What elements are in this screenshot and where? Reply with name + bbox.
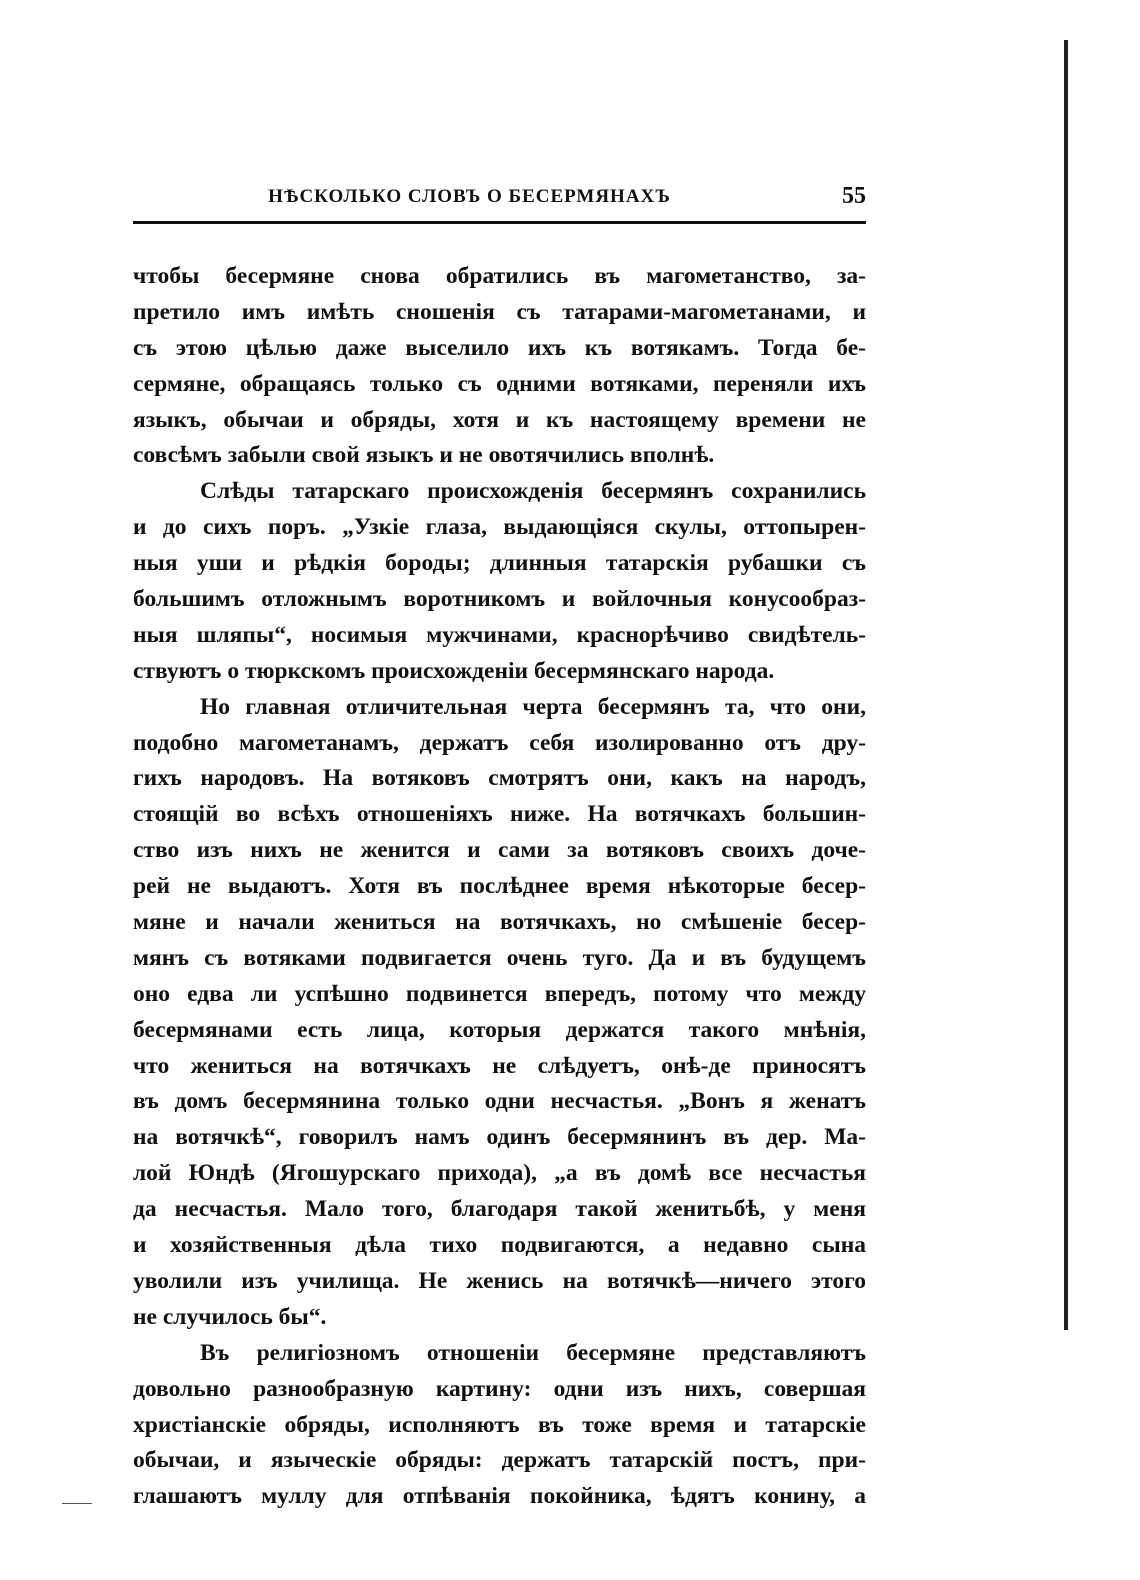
text-line: уволили изъ училища. Не женись на вотячкѣ—ничего этого [133, 1267, 866, 1294]
text-line: христіанскіе обряды, исполняютъ въ тоже время и татарскіе [133, 1411, 866, 1438]
running-title: НѢСКОЛЬКО СЛОВЪ О БЕСЕРМЯНАХЪ [268, 186, 671, 207]
text-line: ствуютъ о тюркскомъ происхожденіи бесермянскаго народа. [133, 657, 775, 684]
text-line: Слѣды татарскаго происхожденія бесермянъ сохранились [200, 478, 866, 505]
text-line: довольно разнообразную картину: одни изъ нихъ, совершая [133, 1375, 866, 1402]
text-line: совсѣмъ забыли свой языкъ и не овотячились вполнѣ. [133, 442, 715, 469]
text-line: ство изъ нихъ не женится и сами за вотяковъ своихъ доче- [133, 837, 866, 864]
text-line: ныя шляпы“, носимыя мужчинами, краснорѣчиво свидѣтель- [133, 621, 866, 648]
text-line: подобно магометанамъ, держатъ себя изолированно отъ дру- [133, 729, 866, 756]
text-line: мяне и начали жениться на вотячкахъ, но смѣшеніе бесер- [133, 909, 866, 936]
text-line: чтобы бесермяне снова обратились въ магометанство, за- [133, 263, 866, 289]
text-line: въ домъ бесермянина только одни несчастья. „Вонъ я женатъ [133, 1088, 866, 1115]
text-line: обычаи, и языческіе обряды: держатъ татарскій постъ, при- [133, 1447, 866, 1474]
text-line: да несчастья. Мало того, благодаря такой женитьбѣ, у меня [133, 1196, 866, 1223]
header-rule [133, 221, 866, 224]
text-line: рей не выдаютъ. Хотя въ послѣднее время нѣкоторые бесер- [133, 873, 866, 900]
scan-mark [62, 1503, 92, 1504]
text-line: на вотячкѣ“, говорилъ намъ одинъ бесермянинъ въ дер. Ма- [133, 1124, 866, 1151]
text-line: не случилось бы“. [133, 1303, 327, 1330]
text-line: большимъ отложнымъ воротникомъ и войлочныя конусообраз- [133, 586, 866, 613]
page-number: 55 [842, 183, 866, 209]
text-line: съ этою цѣлью даже выселило ихъ къ вотякамъ. Тогда бе- [133, 334, 866, 361]
page-edge-shadow [1064, 40, 1068, 1330]
text-line: мянъ съ вотяками подвигается очень туго. Да и въ будущемъ [133, 944, 866, 971]
body-text [133, 259, 866, 1515]
page-header [133, 183, 866, 216]
text-line: оно едва ли успѣшно подвинется впередъ, потому что между [133, 980, 866, 1007]
text-line: ныя уши и рѣдкія бороды; длинныя татарскія рубашки съ [133, 550, 866, 577]
text-line: гихъ народовъ. На вотяковъ смотрятъ они, какъ на народъ, [133, 765, 866, 792]
text-line: глашаютъ муллу для отпѣванія покойника, ѣдятъ конину, а [133, 1483, 866, 1510]
text-line: лой Юндѣ (Ягошурскаго прихода), „а въ домѣ все несчастья [133, 1160, 866, 1187]
text-line: и до сихъ поръ. „Узкіе глаза, выдающіяся скулы, оттопырен- [133, 514, 866, 541]
text-line: что жениться на вотячкахъ не слѣдуетъ, онѣ-де приносятъ [133, 1052, 866, 1079]
text-line: языкъ, обычаи и обряды, хотя и къ настоящему времени не [133, 406, 866, 433]
text-line: Въ религіозномъ отношеніи бесермяне представляютъ [200, 1339, 866, 1366]
text-line: сермяне, обращаясь только съ одними вотяками, переняли ихъ [133, 370, 866, 397]
text-line: стоящій во всѣхъ отношеніяхъ ниже. На вотячкахъ большин- [133, 801, 866, 828]
text-line: претило имъ имѣть сношенія съ татарами-магометанами, и [133, 298, 866, 325]
text-line: бесермянами есть лица, которыя держатся такого мнѣнія, [133, 1016, 866, 1043]
text-line: Но главная отличительная черта бесермянъ та, что они, [200, 693, 866, 720]
text-line: и хозяйственныя дѣла тихо подвигаются, а недавно сына [133, 1232, 866, 1259]
